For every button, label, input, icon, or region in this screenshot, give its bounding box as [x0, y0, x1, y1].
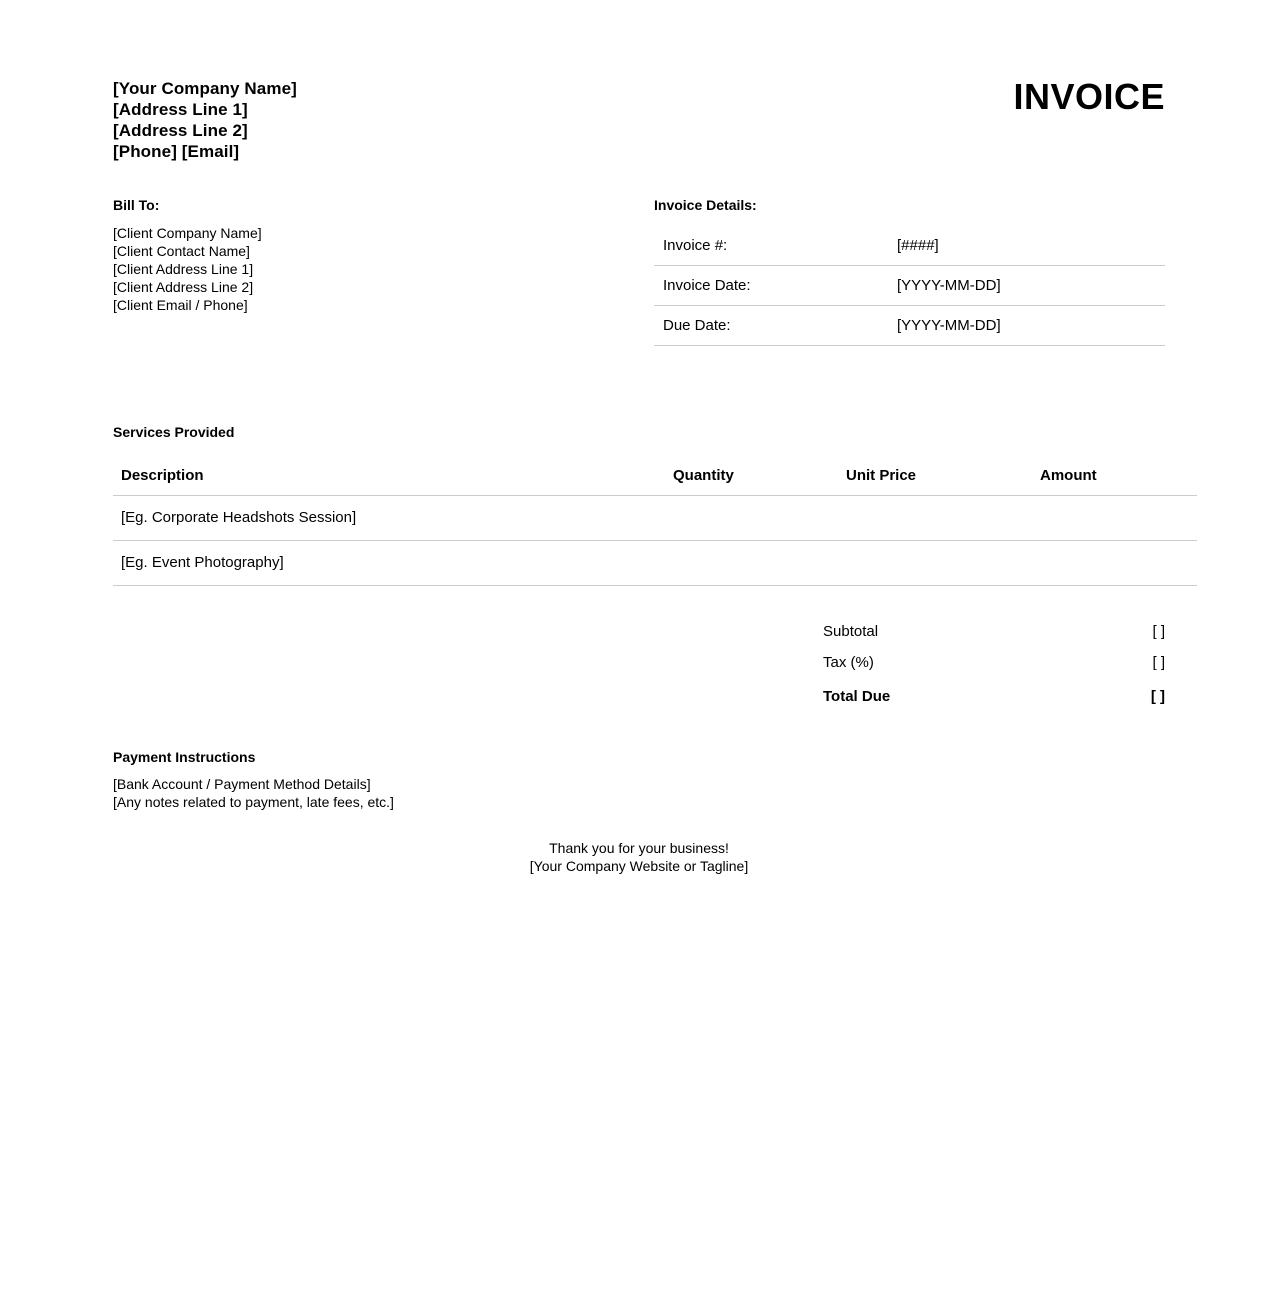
- subtotal-value: [ ]: [1152, 623, 1165, 640]
- tax-row: [823, 647, 1165, 678]
- services-heading: Services Provided: [113, 424, 235, 440]
- table-row: [113, 496, 1197, 541]
- total-due-row: [823, 678, 1165, 712]
- service-amount: [1032, 496, 1197, 541]
- invoice-details-label: Invoice Details:: [654, 197, 757, 213]
- payment-instructions-details: [113, 775, 1165, 811]
- column-header-amount: Amount: [1032, 467, 1197, 496]
- column-header-unit-price: Unit Price: [838, 467, 1032, 496]
- footer-thank-you: Thank you for your business!: [549, 840, 729, 856]
- payment-instructions-section: [113, 748, 1165, 811]
- payment-notes-line: [Any notes related to payment, late fees, etc.]: [113, 794, 394, 810]
- client-address-line-1: [Client Address Line 1]: [113, 261, 254, 277]
- bill-to-details: [113, 224, 593, 314]
- due-date-value: [YYYY-MM-DD]: [895, 306, 1165, 346]
- service-description: [Eg. Corporate Headshots Session]: [113, 496, 665, 541]
- subtotal-label: Subtotal: [823, 623, 879, 640]
- invoice-number-value: [####]: [895, 226, 1165, 266]
- table-row: [654, 226, 1165, 266]
- table-row: [654, 266, 1165, 306]
- tax-value: [ ]: [1152, 654, 1165, 671]
- invoice-details-section: [654, 196, 1165, 346]
- services-table: [113, 467, 1197, 586]
- company-name: [Your Company Name]: [113, 79, 297, 98]
- company-details: [113, 78, 1165, 162]
- bill-to-section: [113, 196, 593, 314]
- table-header-row: [113, 467, 1197, 496]
- client-contact-name: [Client Contact Name]: [113, 243, 250, 259]
- company-contact: [Phone] [Email]: [113, 142, 240, 161]
- service-description: [Eg. Event Photography]: [113, 541, 665, 586]
- client-email-phone: [Client Email / Phone]: [113, 297, 248, 313]
- company-address-line-2: [Address Line 2]: [113, 121, 248, 140]
- invoice-footer: [113, 839, 1165, 875]
- total-due-label: Total Due: [823, 688, 891, 705]
- invoice-number-label: Invoice #:: [654, 226, 895, 266]
- invoice-header: [113, 0, 1165, 170]
- service-quantity: [665, 541, 838, 586]
- totals-section: [823, 616, 1165, 712]
- services-section: [113, 423, 1165, 586]
- invoice-details-table: [654, 226, 1165, 346]
- column-header-description: Description: [113, 467, 665, 496]
- service-quantity: [665, 496, 838, 541]
- due-date-label: Due Date:: [654, 306, 895, 346]
- service-unit-price: [838, 541, 1032, 586]
- service-unit-price: [838, 496, 1032, 541]
- bill-to-label: Bill To:: [113, 197, 160, 213]
- invoice-date-value: [YYYY-MM-DD]: [895, 266, 1165, 306]
- totals-table: [823, 616, 1165, 712]
- column-header-quantity: Quantity: [665, 467, 838, 496]
- tax-label: Tax (%): [823, 654, 874, 671]
- company-address-line-1: [Address Line 1]: [113, 100, 248, 119]
- client-company-name: [Client Company Name]: [113, 225, 262, 241]
- table-row: [654, 306, 1165, 346]
- service-amount: [1032, 541, 1197, 586]
- page-title: INVOICE: [1013, 76, 1165, 117]
- invoice-date-label: Invoice Date:: [654, 266, 895, 306]
- footer-tagline: [Your Company Website or Tagline]: [529, 858, 749, 874]
- table-row: [113, 541, 1197, 586]
- payment-instructions-heading: Payment Instructions: [113, 749, 256, 765]
- parties-and-details: [113, 196, 1165, 356]
- total-due-value: [ ]: [1150, 688, 1165, 705]
- payment-method-line: [Bank Account / Payment Method Details]: [113, 776, 371, 792]
- subtotal-row: [823, 616, 1165, 647]
- invoice-content: [113, 0, 1165, 875]
- client-address-line-2: [Client Address Line 2]: [113, 279, 254, 295]
